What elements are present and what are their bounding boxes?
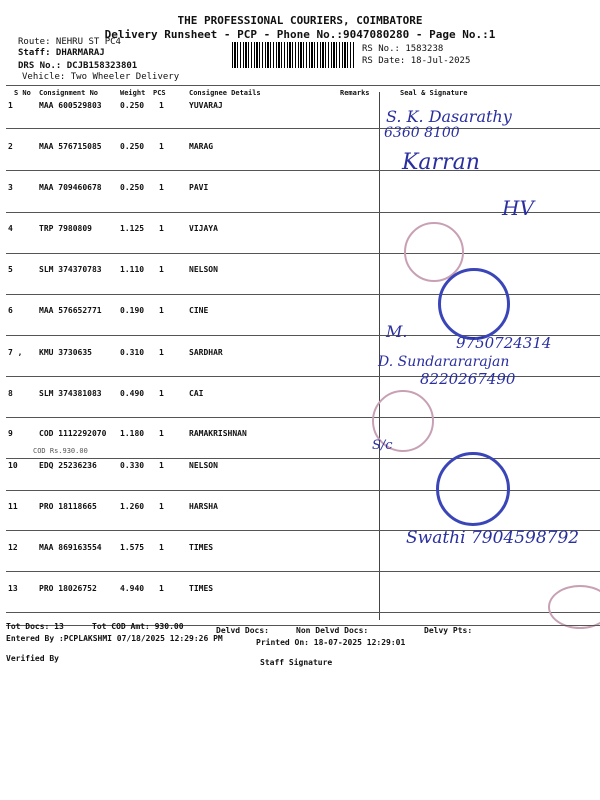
rs-number: RS No.: 1583238 — [362, 44, 444, 54]
table-row — [0, 389, 600, 429]
signature-handwriting: S. K. Dasarathy — [386, 107, 512, 126]
table-row — [0, 224, 600, 264]
rs-date: RS Date: 18-Jul-2025 — [362, 56, 471, 66]
col-header-consignee: Consignee Details — [189, 89, 261, 97]
row-weight: 1.260 — [120, 502, 145, 511]
row-pcs: 1 — [159, 142, 164, 151]
table-row — [0, 461, 600, 501]
row-divider — [6, 458, 600, 459]
row-pcs: 1 — [159, 502, 164, 511]
row-weight: 1.575 — [120, 543, 145, 552]
row-pcs: 1 — [159, 101, 164, 110]
row-weight: 0.310 — [120, 348, 145, 357]
signature-handwriting: Swathi 7904598792 — [406, 528, 580, 548]
signature-handwriting: M. — [386, 322, 408, 341]
row-weight: 0.250 — [120, 183, 145, 192]
col-header-sno: S No — [14, 89, 31, 97]
col-header-weight: Weight — [120, 89, 146, 97]
row-weight: 0.250 — [120, 142, 145, 151]
row-pcs: 1 — [159, 389, 164, 398]
delivered-docs: Delvd Docs: — [216, 626, 269, 635]
signature-handwriting: HV — [502, 196, 534, 220]
row-weight: 1.180 — [120, 429, 145, 438]
signature-handwriting: Karran — [402, 150, 480, 175]
row-sno: 7 , — [8, 348, 23, 357]
runsheet-title: Delivery Runsheet - PCP - Phone No.:9047080280 - Page No.:1 — [104, 28, 496, 41]
row-sno: 6 — [8, 306, 13, 315]
row-consignee: NELSON — [189, 461, 218, 470]
row-divider — [6, 128, 600, 129]
row-weight: 4.940 — [120, 584, 145, 593]
row-pcs: 1 — [159, 461, 164, 470]
verified-by-label: Verified By — [6, 654, 59, 663]
row-sno: 8 — [8, 389, 13, 398]
printed-on: Printed On: 18-07-2025 12:29:01 — [256, 638, 406, 647]
row-consignee: TIMES — [189, 584, 214, 593]
row-divider — [6, 612, 600, 613]
col-header-consignment: Consignment No — [39, 89, 99, 97]
row-consignee: HARSHA — [189, 502, 218, 511]
col-header-seal: Seal & Signature — [400, 89, 468, 97]
entered-by: Entered By :PCPLAKSHMI 07/18/2025 12:29:26 PM — [6, 634, 223, 643]
row-sno: 3 — [8, 183, 13, 192]
table-row — [0, 142, 600, 182]
row-consignee: SARDHAR — [189, 348, 223, 357]
table-row — [0, 584, 600, 624]
row-weight: 0.250 — [120, 101, 145, 110]
row-consignment: PRO 18118665 — [39, 502, 97, 511]
row-weight: 0.330 — [120, 461, 145, 470]
row-pcs: 1 — [159, 429, 164, 438]
row-consignee: RAMAKRISHNAN — [189, 429, 247, 438]
row-pcs: 1 — [159, 543, 164, 552]
row-weight: 0.490 — [120, 389, 145, 398]
signature-handwriting: 8220267490 — [420, 370, 516, 388]
row-sno: 9 — [8, 429, 13, 438]
row-consignment: MAA 576652771 — [39, 306, 102, 315]
signature-handwriting: 6360 8100 — [384, 125, 460, 141]
staff: Staff: DHARMARAJ — [18, 48, 105, 58]
row-pcs: 1 — [159, 183, 164, 192]
route: Route: NEHRU ST PC4 — [18, 37, 121, 47]
company-seal-icon — [438, 268, 510, 340]
staff-signature-label: Staff Signature — [260, 658, 333, 667]
row-sno: 5 — [8, 265, 13, 274]
non-delivered-docs: Non Delvd Docs: — [296, 626, 369, 635]
delivery-points: Delvy Pts: — [424, 626, 473, 635]
row-consignee: TIMES — [189, 543, 214, 552]
row-pcs: 1 — [159, 265, 164, 274]
row-sno: 12 — [8, 543, 18, 552]
table-row — [0, 543, 600, 583]
total-docs: Tot Docs: 13 — [6, 622, 64, 631]
row-sno: 13 — [8, 584, 18, 593]
row-divider — [6, 170, 600, 171]
row-weight: 0.190 — [120, 306, 145, 315]
row-divider — [6, 571, 600, 572]
row-divider — [6, 417, 600, 418]
row-consignment: MAA 709460678 — [39, 183, 102, 192]
row-weight: 1.110 — [120, 265, 145, 274]
row-consignee: CAI — [189, 389, 204, 398]
row-consignment: SLM 374381083 — [39, 389, 102, 398]
cod-amount: COD Rs.930.00 — [33, 447, 88, 455]
row-pcs: 1 — [159, 306, 164, 315]
row-sno: 11 — [8, 502, 18, 511]
row-consignment: MAA 576715085 — [39, 142, 102, 151]
signature-handwriting: 9750724314 — [456, 334, 552, 352]
row-sno: 1 — [8, 101, 13, 110]
total-cod-amount: Tot COD Amt: 930.00 — [92, 622, 184, 631]
row-consignee: VIJAYA — [189, 224, 218, 233]
row-pcs: 1 — [159, 224, 164, 233]
row-divider — [6, 490, 600, 491]
company-name: THE PROFESSIONAL COURIERS, COIMBATORE — [177, 14, 423, 27]
col-header-remarks: Remarks — [340, 89, 370, 97]
row-consignment: MAA 869163554 — [39, 543, 102, 552]
row-consignee: CINE — [189, 306, 209, 315]
row-divider — [6, 294, 600, 295]
row-consignee: PAVI — [189, 183, 209, 192]
row-pcs: 1 — [159, 348, 164, 357]
row-weight: 1.125 — [120, 224, 145, 233]
row-sno: 2 — [8, 142, 13, 151]
row-consignment: EDQ 25236236 — [39, 461, 97, 470]
header-top-rule — [6, 85, 600, 86]
row-divider — [6, 253, 600, 254]
row-consignment: COD 1112292070 — [39, 429, 107, 438]
row-consignment: KMU 3730635 — [39, 348, 92, 357]
row-consignment: MAA 600529803 — [39, 101, 102, 110]
company-seal-icon — [436, 452, 510, 526]
barcode — [232, 42, 354, 68]
row-sno: 4 — [8, 224, 13, 233]
row-consignee: YUVARAJ — [189, 101, 223, 110]
row-consignee: MARAG — [189, 142, 214, 151]
table-row — [0, 265, 600, 305]
signature-handwriting: D. Sundarararajan — [378, 354, 510, 370]
row-consignment: PRO 18026752 — [39, 584, 97, 593]
vehicle: Vehicle: Two Wheeler Delivery — [22, 72, 180, 82]
row-consignee: NELSON — [189, 265, 218, 274]
signature-handwriting: S/c — [372, 438, 393, 453]
drs-number: DRS No.: DCJB158323801 — [18, 61, 138, 71]
row-consignment: SLM 374370783 — [39, 265, 102, 274]
row-consignment: TRP 7980809 — [39, 224, 92, 233]
row-pcs: 1 — [159, 584, 164, 593]
col-header-pcs: PCS — [153, 89, 166, 97]
row-sno: 10 — [8, 461, 18, 470]
